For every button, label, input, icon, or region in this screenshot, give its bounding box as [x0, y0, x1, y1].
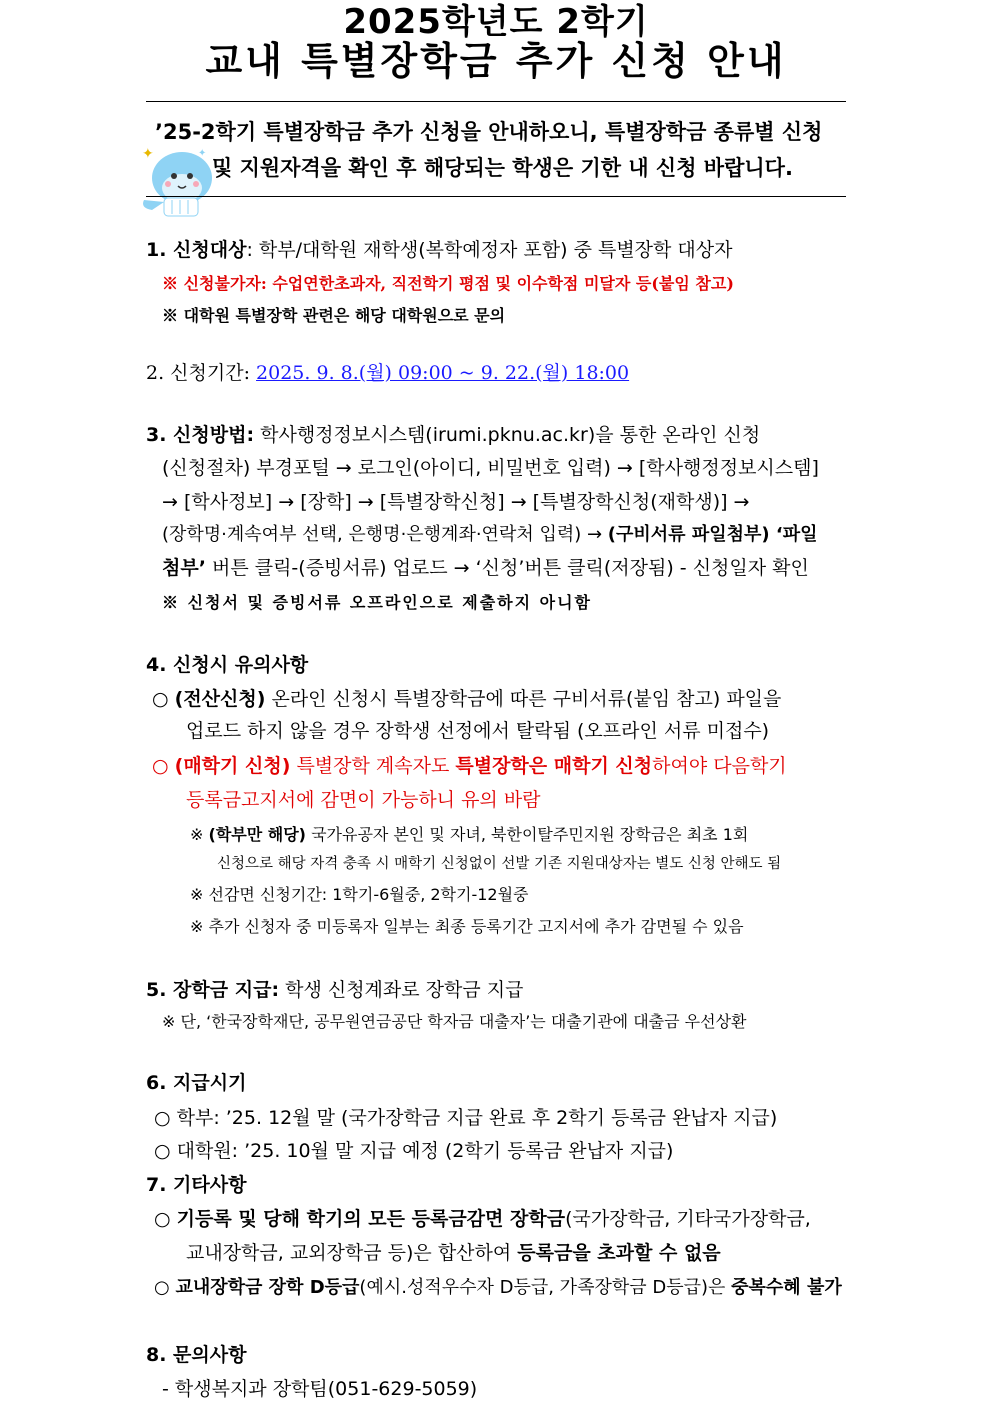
title-line2: 교내 특별장학금 추가 신청 안내 [205, 39, 787, 83]
section3-line1 [146, 420, 760, 447]
section4-item2-text-a: 특별장학 계속자도 [290, 755, 456, 777]
mascot-icon [138, 138, 216, 220]
section3-line4-text: (장학명·계속여부 선택, 은행명·은행계좌·연락처 입력) → [162, 524, 608, 545]
section7-item2 [154, 1273, 842, 1299]
section3-heading: 3. 신청방법: [146, 424, 255, 446]
section4-item2-bold: (매학기 신청) [174, 755, 291, 777]
section1-heading: 1. 신청대상 [146, 239, 247, 261]
section3-line5 [162, 553, 809, 580]
section3-line5-bold: 첨부’ [162, 557, 206, 579]
section6-item2: ○ 대학원: ’25. 10월 말 지급 예정 (2학기 등록금 완납자 지급) [154, 1140, 674, 1162]
section7-item1-line2-text: 교내장학금, 교외장학금 등)은 합산하여 [186, 1242, 518, 1264]
section4-note1-line2: 신청으로 해당 자격 충족 시 매학기 신청없이 선발 기존 지원대상자는 별도 신청 안해도 됨 [217, 856, 782, 872]
section4-item2-line2: 등록금고지서에 감면이 가능하니 유의 바람 [186, 789, 541, 811]
section2-line [146, 358, 629, 385]
section6-heading: 6. 지급시기 [146, 1072, 247, 1094]
section4-item1-bullet: ○ [152, 688, 169, 710]
section1-body: : 학부/대학원 재학생(복학예정자 포함) 중 특별장학 대상자 [246, 239, 733, 261]
section2-period: 2025. 9. 8.(월) 09:00 ~ 9. 22.(월) 18:00 [256, 362, 630, 384]
section4-note1-mark: ※ [190, 825, 209, 844]
svg-text:✦: ✦ [142, 146, 154, 162]
section5-heading: 5. 장학금 지급: [146, 979, 280, 1001]
section4-note1 [190, 822, 748, 845]
section4-item1-bold: (전산신청) [174, 688, 266, 710]
section7-item1-bullet: ○ [154, 1208, 171, 1230]
section7-item2-bullet: ○ [154, 1277, 170, 1298]
section7-heading: 7. 기타사항 [146, 1174, 247, 1196]
section5-body: 학생 신청계좌로 장학금 지급 [279, 979, 524, 1001]
section3-line2: (신청절차) 부경포털 → 로그인(아이디, 비밀번호 입력) → [학사행정정보시스템] [162, 457, 819, 479]
section4-item2 [152, 751, 787, 778]
section3-body: 학사행정정보시스템(irumi.pknu.ac.kr)을 통한 온라인 신청 [260, 424, 761, 446]
section7-item2-bold2: 중복수혜 불가 [731, 1277, 842, 1298]
section3-line5-text: 버튼 클릭-(증빙서류) 업로드 → ‘신청’버튼 클릭(저장됨) - 신청일자 확인 [205, 557, 809, 579]
section4-item1 [152, 684, 781, 711]
section7-item1-line2 [186, 1238, 721, 1265]
section3-line4 [162, 520, 818, 546]
section7-item2-bold: 교내장학금 장학 D등급 [175, 1277, 360, 1298]
section4-note3: ※ 추가 신청자 중 미등록자 일부는 최종 등록기간 고지서에 추가 감면될 수 있음 [190, 917, 744, 936]
section7-item1-bold: 기등록 및 당해 학기의 모든 등록금감면 장학금 [176, 1208, 566, 1230]
section4-item2-bold2: 특별장학은 매학기 신청 [455, 755, 653, 777]
section3-line4-bold: (구비서류 파일첨부) ‘파일 [607, 524, 818, 545]
section7-item1 [154, 1204, 811, 1231]
section5-note: ※ 단, ‘한국장학재단, 공무원연금공단 학자금 대출자’는 대출기관에 대출금 우선상환 [162, 1012, 747, 1031]
section4-note1-bold: (학부만 해당) [208, 825, 306, 844]
section1-note1: ※ 신청불가자: 수업연한초과자, 직전학기 평점 및 이수학점 미달자 등(붙임 참고) [162, 274, 734, 293]
section4-note1-text: 국가유공자 본인 및 자녀, 북한이탈주민지원 장학금은 최초 1회 [305, 825, 749, 844]
section5-line [146, 975, 523, 1002]
intro-line2: 및 지원자격을 확인 후 해당되는 학생은 기한 내 신청 바랍니다. [212, 156, 793, 180]
svg-text:✦: ✦ [198, 148, 207, 159]
section4-item2-text-b: 하여야 다음학기 [652, 755, 787, 777]
section8-item: - 학생복지과 장학팀(051-629-5059) [162, 1378, 478, 1400]
section4-item1-text: 온라인 신청시 특별장학금에 따른 구비서류(붙임 참고) 파일을 [265, 688, 782, 710]
section7-item1-text: (국가장학금, 기타국가장학금, [565, 1208, 811, 1230]
section1-note2: ※ 대학원 특별장학 관련은 해당 대학원으로 문의 [162, 306, 506, 325]
intro-line1: ’25-2학기 특별장학금 추가 신청을 안내하오니, 특별장학금 종류별 신청 [155, 120, 823, 144]
intro-divider [146, 196, 846, 197]
title-line1: 2025학년도 2학기 [343, 2, 649, 42]
section4-heading: 4. 신청시 유의사항 [146, 654, 309, 676]
section3-line3: → [학사정보] → [장학] → [특별장학신청] → [특별장학신청(재학생)] → [162, 491, 750, 513]
top-divider [146, 101, 846, 102]
section2-heading: 2. 신청기간: [146, 362, 250, 384]
section7-item2-text: (예시.성적우수자 D등급, 가족장학금 D등급)은 [359, 1277, 732, 1298]
section4-item1-line2: 업로드 하지 않을 경우 장학생 선정에서 탈락됨 (오프라인 서류 미접수) [186, 720, 770, 742]
section3-note: ※ 신청서 및 증빙서류 오프라인으로 제출하지 아니함 [162, 593, 592, 612]
section6-item1: ○ 학부: ’25. 12월 말 (국가장학금 지급 완료 후 2학기 등록금 완납자 지급) [154, 1107, 778, 1129]
section4-note2: ※ 선감면 신청기간: 1학기-6월중, 2학기-12월중 [190, 885, 529, 904]
section1-line [146, 235, 733, 262]
section4-item2-bullet: ○ [152, 755, 169, 777]
section7-item1-line2-bold: 등록금을 초과할 수 없음 [517, 1242, 721, 1264]
section8-heading: 8. 문의사항 [146, 1344, 247, 1366]
